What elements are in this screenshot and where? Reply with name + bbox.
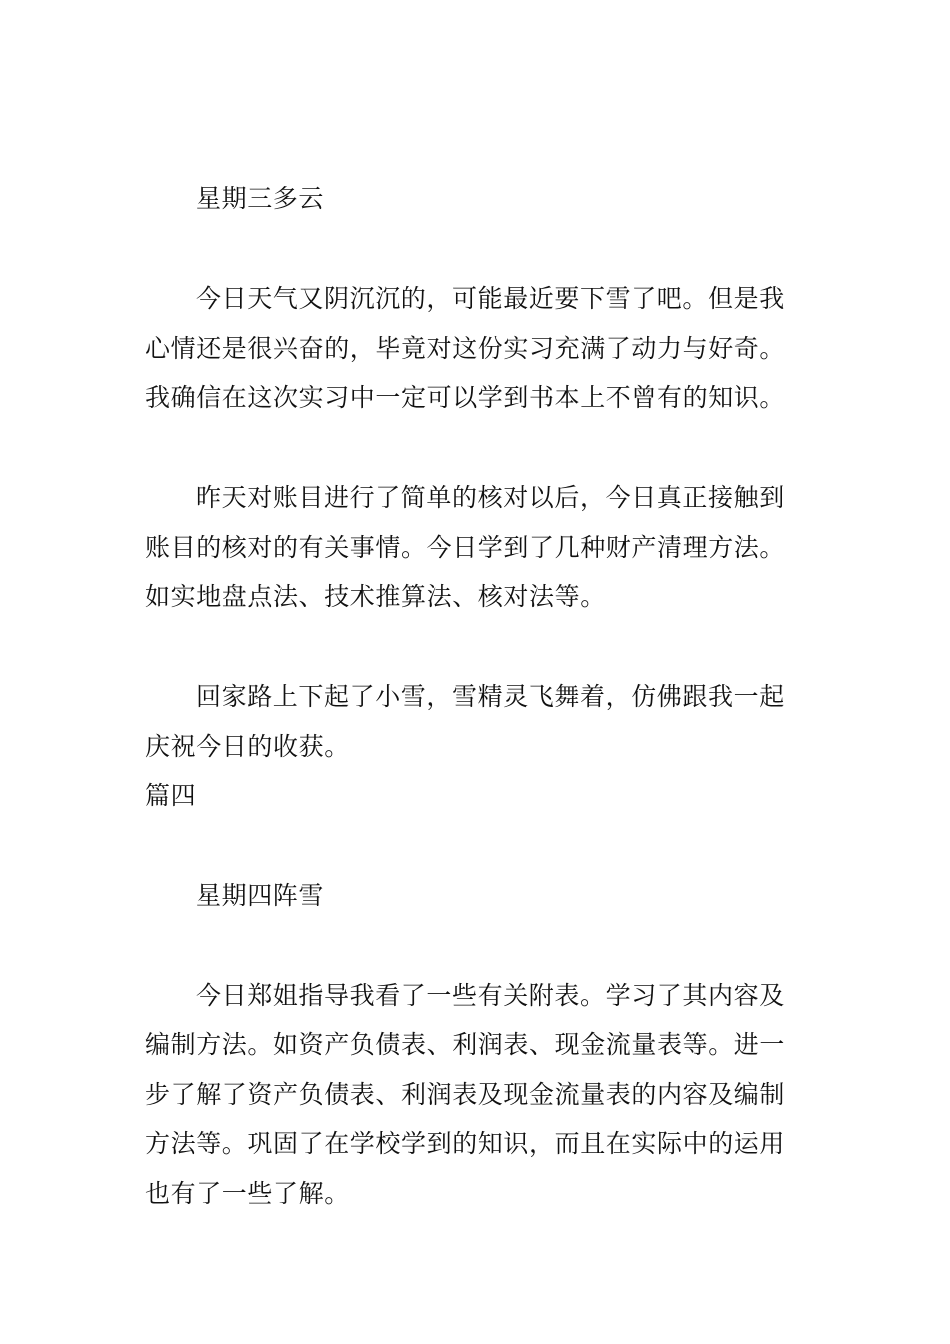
paragraph-line: 心情还是很兴奋的，毕竟对这份实习充满了动力与好奇。 — [145, 334, 786, 363]
day-heading-thursday: 星期四阵雪 — [196, 881, 325, 910]
paragraph-line: 编制方法。如资产负债表、利润表、现金流量表等。进一 — [145, 1030, 786, 1059]
paragraph-line: 今日郑姐指导我看了一些有关附表。学习了其内容及 — [196, 981, 785, 1010]
paragraph-line: 方法等。巩固了在学校学到的知识，而且在实际中的运用 — [145, 1129, 786, 1158]
paragraph-line: 步了解了资产负债表、利润表及现金流量表的内容及编制 — [145, 1080, 786, 1109]
paragraph-line: 也有了一些了解。 — [145, 1179, 350, 1208]
paragraph-line: 庆祝今日的收获。 — [145, 732, 350, 761]
paragraph-line: 我确信在这次实习中一定可以学到书本上不曾有的知识。 — [145, 383, 786, 412]
paragraph-line: 今日天气又阴沉沉的，可能最近要下雪了吧。但是我 — [196, 284, 785, 313]
paragraph-line: 账目的核对的有关事情。今日学到了几种财产清理方法。 — [145, 533, 786, 562]
day-heading-wednesday: 星期三多云 — [196, 184, 325, 213]
paragraph-line: 回家路上下起了小雪，雪精灵飞舞着，仿佛跟我一起 — [196, 682, 785, 711]
paragraph-line: 如实地盘点法、技术推算法、核对法等。 — [145, 582, 606, 611]
paragraph-line: 昨天对账目进行了简单的核对以后，今日真正接触到 — [196, 483, 785, 512]
section-heading: 篇四 — [145, 781, 197, 810]
